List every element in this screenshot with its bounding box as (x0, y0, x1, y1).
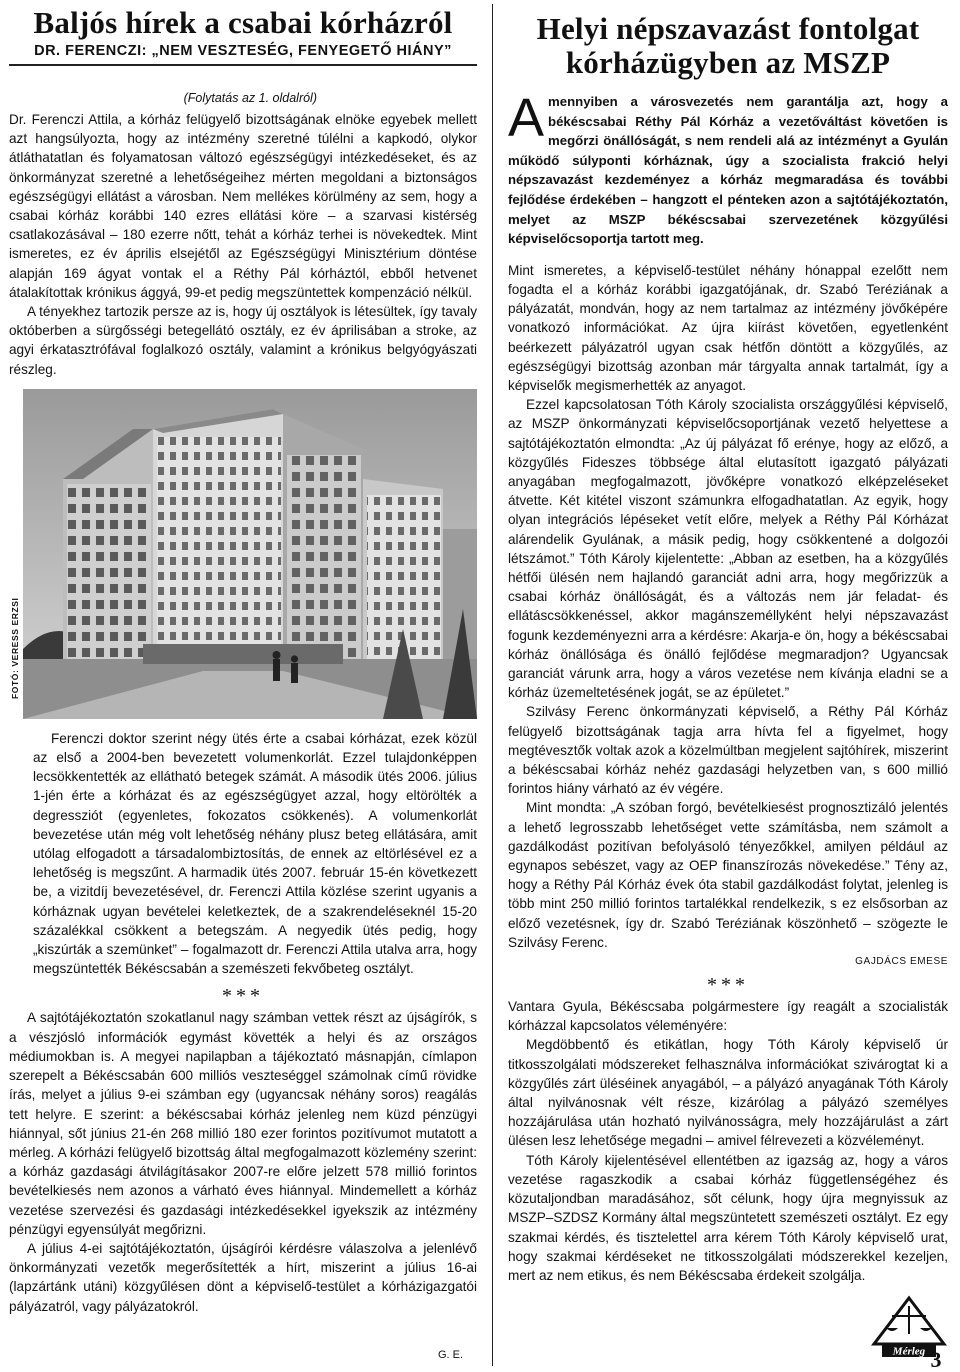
right-paragraph: Ezzel kapcsolatosan Tóth Károly szocialista országgyűlési képviselő, az MSZP önkormányzati képviselőcsoportjának vezető helyettese a sajtótájékoztatón elmondta: „Az új pályázat fő erénye, hogy az előző, a közgyűlés Fideszes többsége által elutasított igazgató pályázati anyagában megfogalmazott, jövőképre vonatkozó elképzeléseket átvette. Két kitétel viszont számunkra elfogadhatatlan. Az egyik, hogy olyan integrációs lépéseket vetít előre, melyek a Réthy Pál Kórházat alárendelik Gyulának, a másik pedig, hogy csökkentené a dolgozói létszámot.” Tóth Károly kijelentette: „Abban az esetben, ha a közgyűlés hétfői ülésén nem hajlandó garanciát adni arra, hogy megőrizzük a csabai kórház önállóságát, és a változás nem jár feladat- és ellátáscsökkenéssel, akkor magánszeméllyként helyi népszavazást fogunk kezdeményezni arra a kérdésre: Akarja-e ön, hogy a békéscsabai kórház önállósága és önálló fejlődése megmaradjon? Ugyancsak garanciát várunk arra, hogy a város vezetése nem kívánja eladni se a kórház üzemeltetésének jogát, se az épületet.” (508, 397, 948, 701)
left-section-3 (9, 1008, 477, 1315)
left-paragraph: Dr. Ferenczi Attila, a kórház felügyelő bizottságának elnöke egyebek mellett azt hangsúlyozta, hogy az intézmény szeretné túlélni a kapkodó, olykor átláthatatlan és folyamatosan változó egészségügyi intézkedéseket, és az önkormányzat szeretné a lehetőségeihez mérten megoldani a biztonságos egészségügyi ellátást a városban. Nem mellékes körülmény az sem, hogy a csabai kórház korábbi 140 ezres ellátási köre – a szarvasi kistérség csatlakozásával – 180 ezerre nőtt, tehát a kórház terhei is növekedtek. Mint ismeretes, ez év április elsejétől az Egészségügyi Minisztérium döntése alapján 169 ágyat vontak el a Réthy Pál kórháztól, ebből hetvenet átalakítottak krónikus ággyá, 99-et pedig megszüntettek kompenzáció nélkül. (9, 112, 477, 300)
lead-paragraph (508, 88, 948, 249)
left-signature: G. E. (438, 1349, 464, 1361)
left-section-1 (9, 110, 477, 379)
right-lead (508, 88, 948, 249)
right-signature: GAJDÁCS EMESE (855, 956, 948, 968)
continued-note: (Folytatás az 1. oldalról) (183, 91, 317, 105)
right-section-2 (508, 997, 948, 1285)
left-section-2 (33, 729, 477, 979)
right-paragraph: Mint ismeretes, a képviselő-testület néhány hónappal ezelőtt nem fogadta el a kórház korábbi igazgatójának, dr. Szabó Teréziának a pályázatát, mondván, hogy az nem tartalmaz az intézmény jövőképére vonatkozó információkat. Az újra kiírást követően, egyetlenként beérkezett pályázatról ugyan csak hétfőn döntött a közgyűlés, az egészségügyi bizottság azonban már tárgyalta annak tartalmát, így a képviselők megismerhették az anyagot. (508, 262, 948, 393)
right-paragraph: Mint mondta: „A szóban forgó, bevételkiesést prognosztizáló jelentés a lehető legrosszabb lehetőséget vette számításba, nem számolt a gazdálkodást pozitívan befolyásoló tényezőkkel, amilyen például az egynapos sebészet, vagy az OEP finanszírozás növekedése.” Tény az, hogy a Réthy Pál Kórház évek óta stabil gazdálkodást folytat, jelenleg is több mint 250 millió forintos tartalékkal rendelkezik, s ez elsősorban az előző vezetésnek, így dr. Szabó Teréziának köszönhető – szögezte le Szilvásy Ferenc. (508, 800, 948, 950)
right-paragraph: Szilvásy Ferenc önkormányzati képviselő, a Réthy Pál Kórház felügyelő bizottságának tagja arra hívta fel a figyelmet, hogy megtévesztők voltak azok a közelmúltban megjelent sajtóhírek, miszerint a békéscsabai kórház nehéz gazdasági helyzetben van, s 600 millió forintos hiány várható az év végére. (508, 704, 948, 797)
section-separator: *** (707, 974, 749, 997)
section-separator: *** (222, 985, 264, 1008)
left-paragraph: A tényekhez tartozik persze az is, hogy új osztályok is létesültek, így tavaly októberben a sürgősségi betegellátó osztály, ez év áprilisában a stroke, az agyi érkatasztrófával foglalkozó osztály, valamint a krónikus belgyógyászati részleg. (9, 304, 477, 377)
scales-logo-icon (870, 1294, 948, 1368)
drop-cap: A (508, 88, 545, 148)
merleg-logo (870, 1294, 948, 1368)
photo-credit-text: FOTÓ: VERESS ERZSI (10, 597, 20, 699)
left-subhead: DR. FERENCZI: „NEM VESZTESÉG, FENYEGETŐ HIÁNY” (34, 43, 452, 59)
left-paragraph: A július 4-ei sajtótájékoztatón, újságírói kérdésre válaszolva a jelenlévő önkormányzati vezetők megerősítették a hírt, miszerint a július 16-ai (lapzártánk utáni) közgyűlésen dönt a képviselő-testület a kórházigazgatói pályázatról, vagy pályázatokról. (9, 1240, 477, 1314)
left-article (9, 0, 477, 1316)
left-headline-rule (9, 64, 477, 66)
left-paragraph: Ferenczi doktor szerint négy ütés érte a csabai kórházat, ezek közül az első a 2004-ben bevezetett volumenkorlát. Ezzel tulajdonképpen lecsökkentették az ellátható betegek számát. A második ütés 2006. július 1-jén érte a kórházat és az egészségügyet azzal, hogy eltörölték a degressziót (egyenletes, fokozatos csökkenés). A volumenkorlát bevezetése után még volt lehetőség néhány plusz beteg ellátására, amit utólag elfogadott a társadalombiztosítás, de ennek az eltörlésével ez a lehetőség is megszűnt. A harmadik ütés 2007. február 15-én következett be, a vizitdíj bevezetésével, dr. Ferenczi Attila közlése szerint ugyanis a kórháznak ugyan bevételei keletkeztek, de a szakrendeléseknél 15-20 százalékkal csökkent a betegszám. A negyedik ütés pedig, hogy „kiszúrták a szemünket” – fogalmazott dr. Ferenczi Attila utalva arra, hogy megszüntették Békéscsabán a szemészeti fekvőbeteg osztályt. (33, 730, 477, 977)
right-headline: Helyi népszavazást fontolgat kórházügyben az MSZP (536, 11, 920, 80)
left-headline: Baljós hírek a csabai kórházról (33, 5, 453, 40)
right-section-1 (508, 261, 948, 952)
logo-text: Mérleg (892, 1345, 926, 1358)
left-paragraph: A sajtótájékoztatón szokatlanul nagy számban vettek részt az újságírók, s a vészjósló információk egymást követték a helyi és az országos médiumokban is. A megyei napilapban a tájékoztató másnapján, címlapon szerepelt a Békéscsabán 600 milliós veszteséggel számolnak című rövidke írás, melyet a július 9-ei számban egy (ugyancsak néhány soros) reagálás tett helyre. E szerint: a békéscsabai kórház jelenleg nem küzd pénzügyi hiánnyal, sőt június 21-én 268 millió 180 ezer forintos pozitívumot mutatott a mérleg. A kórházi felügyelő bizottság által megfogalmazott közlemény szerint: a kórház gazdasági átvilágításakor 2007-re előre jelzett 578 millió forintos bevételkiesés nem azonos a várható éves hiánnyal. Mindemellett a kórház vezetése szervezési és gazdasági intézkedésekkel igyekszik az intézmény pénzügyi egyensúlyát megőrizni. (9, 1010, 477, 1237)
hospital-photo (10, 389, 477, 719)
photo-credit (9, 389, 21, 699)
lead-text: mennyiben a városvezetés nem garantálja azt, hogy a békéscsabai Réthy Pál Kórház a vezetőváltást követően is megőrzi önállóságát, s nem rendeli alá az intézményt a Gyulán működő súlyponti kórháznak, úgy a szocialista frakció helyi népszavazást kezdeményez a kórház megmaradása és további fejlődése érdekében – hangzott el pénteken azon a sajtótájékoztatón, melyet az MSZP békéscsabai szervezetének közgyűlési képviselőcsoportja tartott meg. (508, 94, 948, 247)
right-article (508, 0, 948, 1285)
hospital-building-image (23, 389, 477, 719)
page-number: 3 (930, 1347, 942, 1368)
right-paragraph: Vantara Gyula, Békéscsaba polgármestere így reagált a szocialisták kórházzal kapcsolatos véleményére: (508, 999, 948, 1034)
column-divider (492, 4, 493, 1366)
right-paragraph: Megdöbbentő és etikátlan, hogy Tóth Károly képviselő úr titkosszolgálati módszereket felhasználva információkat szivárogtat ki a közgyűlés zárt üléséinek anyagából, – a pályázó anyagának Tóth Károly által nyilvánosnak vélt része, kizárólag a pályázó személyes hozzájárulása után hozható nyilvánosságra, mely hozzájárulást a zárt ülésen lesz lehetősége megadni – amivel félrevezeti a közvéleményt. (508, 1037, 948, 1149)
right-paragraph: Tóth Károly kijelentésével ellentétben az igazság az, hogy a város vezetése ragaszkodik a csabai kórház függetlenségéhez és közutaljondban maradásához, sőt célunk, hogy újra megnyissuk az MSZP–SZDSZ Kormány által megszüntetett szemészeti osztályt. Ez egy szakmai kérdés, és tisztelettel arra kérem Tóth Károly képviselő urat, hogy szakmai kérdéseket ne titkosszolgálati módszerekkel kezeljen, mert az nem etikus, és nem Békéscsaba érdekeit szolgálja. (508, 1152, 948, 1283)
